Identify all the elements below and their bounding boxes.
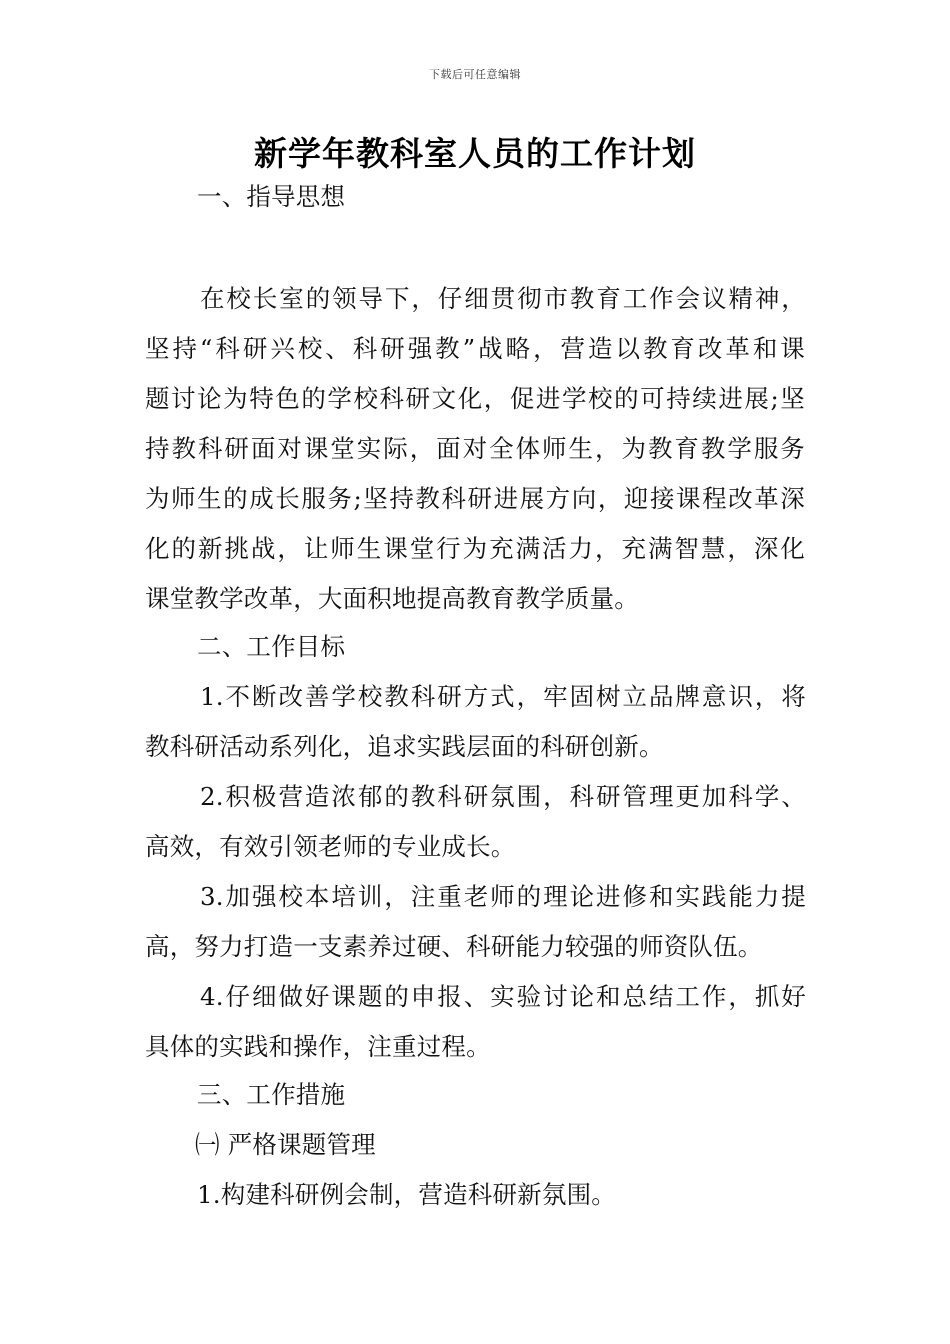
goal-item-line: 4.仔细做好课题的申报、实验讨论和总结工作，抓好 — [200, 982, 806, 1011]
paragraph-line: 坚持“科研兴校、科研强教”战略，营造以教育改革和课 — [145, 334, 805, 363]
paragraph-line: 题讨论为特色的学校科研文化，促进学校的可持续进展;坚 — [145, 384, 805, 413]
goal-item-line: 高效，有效引领老师的专业成长。 — [145, 832, 516, 861]
paragraph-line: 化的新挑战，让师生课堂行为充满活力，充满智慧，深化 — [145, 534, 805, 563]
header-note: 下载后可任意编辑 — [429, 68, 521, 81]
section-heading-1: 一、指导思想 — [197, 182, 346, 211]
goal-item-line: 1.不断改善学校教科研方式，牢固树立品牌意识，将 — [200, 682, 806, 711]
section-heading-3: 三、工作措施 — [197, 1080, 346, 1109]
goal-item-line: 3.加强校本培训，注重老师的理论进修和实践能力提 — [200, 882, 806, 911]
paragraph-line: 为师生的成长服务;坚持教科研进展方向，迎接课程改革深 — [145, 484, 805, 513]
document-title: 新学年教科室人员的工作计划 — [254, 134, 696, 173]
goal-item-line: 教科研活动系列化，追求实践层面的科研创新。 — [145, 732, 664, 761]
measure-item-line: 1.构建科研例会制，营造科研新氛围。 — [197, 1180, 616, 1209]
goal-item-line: 高，努力打造一支素养过硬、科研能力较强的师资队伍。 — [145, 932, 763, 961]
subsection-heading: ㈠ 严格课题管理 — [195, 1130, 376, 1159]
goal-item-line: 2.积极营造浓郁的教科研氛围，科研管理更加科学、 — [200, 782, 806, 811]
section-heading-2: 二、工作目标 — [197, 632, 346, 661]
paragraph-line: 持教科研面对课堂实际，面对全体师生，为教育教学服务 — [145, 434, 805, 463]
paragraph-line: 在校长室的领导下，仔细贯彻市教育工作会议精神， — [200, 284, 806, 313]
paragraph-line: 课堂教学改革，大面积地提高教育教学质量。 — [145, 584, 639, 613]
goal-item-line: 具体的实践和操作，注重过程。 — [145, 1032, 491, 1061]
